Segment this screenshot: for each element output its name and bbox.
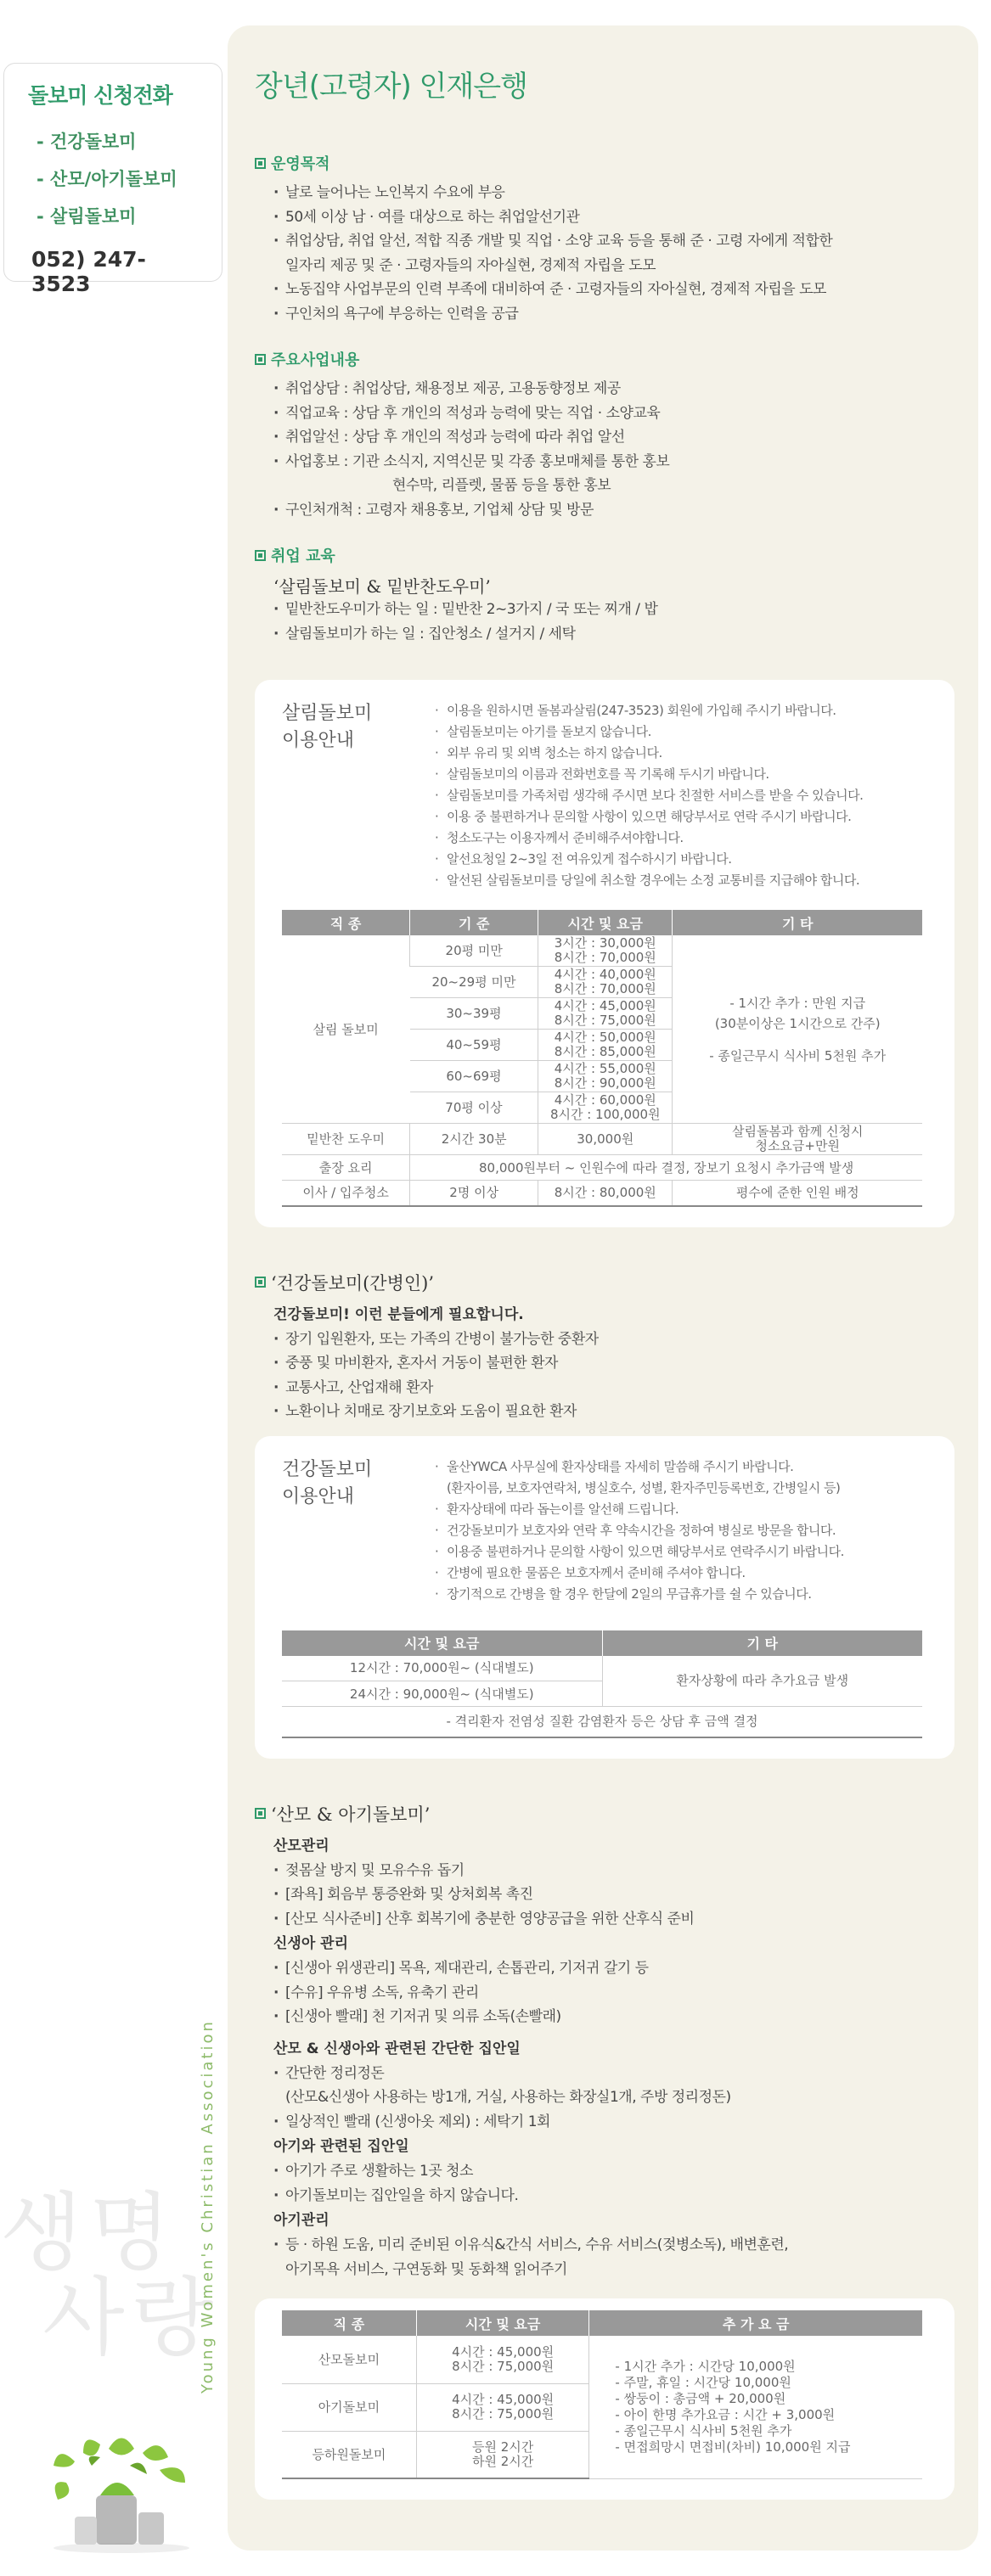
- table-cell: 4시간 : 50,000원 8시간 : 85,000원: [538, 1030, 673, 1061]
- table-header: 기 준: [410, 910, 538, 935]
- decoration-text-1: 생명: [0, 2183, 178, 2282]
- sanmo-fee-box: [255, 2298, 954, 2500]
- education-list: [273, 598, 954, 646]
- housework-list: [273, 2062, 954, 2135]
- list-item: · 살림돌보미를 가족처럼 생각해 주시면 보다 친절한 서비스를 받을 수 있습니다.: [435, 785, 922, 806]
- list-item: · [좌욕] 회음부 통증완화 및 상처회복 촉진: [273, 1883, 954, 1907]
- list-item: · 살림돌보미의 이름과 전화번호를 꼭 기록해 두시기 바랍니다.: [435, 764, 922, 785]
- table-cell: 4시간 : 45,000원 8시간 : 75,000원: [416, 2383, 589, 2431]
- table-row: [282, 935, 922, 967]
- table-cell: 8시간 : 80,000원: [538, 1181, 673, 1206]
- list-item: · 교통사고, 산업재해 환자: [273, 1376, 954, 1400]
- table-cell: 밑반찬 도우미: [282, 1124, 410, 1155]
- square-bullet-icon: [255, 158, 266, 169]
- table-header: 직 종: [282, 910, 410, 935]
- table-cell: 아기돌보미: [282, 2383, 416, 2431]
- list-item: · 직업교육 : 상담 후 개인의 적성과 능력에 맞는 직업 · 소양교육: [273, 401, 954, 426]
- decoration-vertical-text: Young Women's Christian Association: [199, 2019, 217, 2394]
- list-item: · 살림돌보미가 하는 일 : 집안청소 / 설거지 / 세탁: [273, 622, 954, 647]
- list-item: · 취업알선 : 상담 후 개인의 적성과 능력에 따라 취업 알선: [273, 425, 954, 450]
- table-cell: 살림 돌보미: [282, 935, 410, 1124]
- table-header: 추 가 요 금: [589, 2310, 922, 2336]
- education-quote: ‘살림돌보미 & 밑반찬도우미’: [273, 576, 491, 597]
- list-item: · 날로 늘어나는 노인복지 수요에 부응: [273, 181, 954, 205]
- list-item: · 취업상담, 취업 알선, 적합 직종 개발 및 직업 · 소양 교육 등을 통해 준 · 고령 자에게 적합한: [273, 229, 954, 254]
- plant-pots-image: [49, 2427, 194, 2555]
- table-row: [282, 1155, 922, 1181]
- list-item: · 외부 유리 및 외벽 청소는 하지 않습니다.: [435, 743, 922, 764]
- table-cell: 80,000원부터 ~ 인원수에 따라 결정, 장보기 요청시 추가금액 발생: [410, 1155, 922, 1181]
- purpose-list: [273, 181, 954, 326]
- list-item: · [신생아 위생관리] 목욕, 제대관리, 손톱관리, 기저귀 갈기 등: [273, 1956, 954, 1981]
- list-item: · 건강돌보미가 보호자와 연락 후 약속시간을 정하여 병실로 방문을 합니다.: [435, 1520, 922, 1541]
- list-item: · 알선된 살림돌보미를 당일에 취소할 경우에는 소정 교통비를 지급해야 합니다.: [435, 870, 922, 891]
- list-item: · 이용을 원하시면 돌봄과살림(247-3523) 회원에 가입해 주시기 바랍니다.: [435, 700, 922, 721]
- salim-fee-table: [282, 910, 922, 1207]
- table-cell: 이사 / 입주청소: [282, 1181, 410, 1206]
- section-heading-health: ‘건강돌보미(간병인)’: [255, 1270, 954, 1295]
- sidebar-title: 돌보미 신청전화: [28, 83, 172, 108]
- content-panel: [228, 25, 978, 2551]
- list-item: · 등 · 하원 도움, 미리 준비된 이유식&간식 서비스, 수유 서비스(젖병소독), 배변훈련,: [273, 2233, 954, 2258]
- table-cell: 60~69평: [410, 1061, 538, 1092]
- list-item: · 이용 중 불편하거나 문의할 사항이 있으면 해당부서로 연락 주시기 바랍니다.: [435, 806, 922, 828]
- list-item: · 노동집약 사업부문의 인력 부족에 대비하여 준 · 고령자들의 자아실현, 경제적 자립을 도모: [273, 278, 954, 302]
- table-cell: 20~29평 미만: [410, 967, 538, 998]
- table-cell: 등하원돌보미: [282, 2431, 416, 2478]
- table-header: 기 타: [602, 1630, 922, 1656]
- list-item: · 중풍 및 마비환자, 혼자서 거동이 불편한 환자: [273, 1351, 954, 1376]
- table-cell: 평수에 준한 인원 배정: [673, 1181, 922, 1206]
- table-cell: 30~39평: [410, 998, 538, 1030]
- table-header: 시간 및 요금: [282, 1630, 602, 1656]
- table-header: 기 타: [673, 910, 922, 935]
- sidebar-item-salim[interactable]: - 살림돌보미: [37, 206, 137, 227]
- list-item: · [신생아 빨래] 천 기저귀 및 의류 소독(손빨래): [273, 2005, 954, 2029]
- health-subheading: 건강돌보미! 이런 분들에게 필요합니다.: [273, 1305, 524, 1323]
- group-title: 아기와 관련된 집안일: [273, 2138, 409, 2155]
- list-item: · 알선요청일 2~3일 전 여유있게 접수하시기 바랍니다.: [435, 849, 922, 870]
- table-row: [282, 1656, 922, 1681]
- list-item: 현수막, 리플렛, 물품 등을 통한 홍보: [392, 477, 611, 494]
- table-cell: - 격리환자 전염성 질환 감염환자 등은 상담 후 금액 결정: [282, 1707, 922, 1737]
- business-list: [273, 377, 954, 522]
- health-fee-table: [282, 1630, 922, 1738]
- list-item: · 환자상태에 따라 돕는이를 알선해 드립니다.: [435, 1499, 922, 1520]
- sidebar-item-sanmo[interactable]: - 산모/아기돌보미: [37, 169, 177, 189]
- table-cell: - 1시간 추가 : 만원 지급 (30분이상은 1시간으로 간주) - 종일근무시 식사비 5천원 추가: [673, 935, 922, 1124]
- list-item: · [수유] 우유병 소독, 유축기 관리: [273, 1981, 954, 2006]
- table-header: 직 종: [282, 2310, 416, 2336]
- table-row: [282, 1707, 922, 1737]
- list-item: · 밑반찬도우미가 하는 일 : 밑반찬 2~3가지 / 국 또는 찌개 / 밥: [273, 598, 954, 622]
- table-cell: 2명 이상: [410, 1181, 538, 1206]
- list-item: · 이용중 불편하거나 문의할 사항이 있으면 해당부서로 연락주시기 바랍니다.: [435, 1541, 922, 1563]
- list-item: (산모&신생아 사용하는 방1개, 거실, 사용하는 화장실1개, 주방 정리정돈): [285, 2089, 731, 2106]
- list-item: · [산모 식사준비] 산후 회복기에 충분한 영양공급을 위한 산후식 준비: [273, 1907, 954, 1932]
- table-cell: 4시간 : 40,000원 8시간 : 70,000원: [538, 967, 673, 998]
- table-cell: 4시간 : 60,000원 8시간 : 100,000원: [538, 1092, 673, 1124]
- list-item: · 장기적으로 간병을 할 경우 한달에 2일의 무급휴가를 쉴 수 있습니다.: [435, 1584, 922, 1605]
- sidebar: [3, 63, 222, 296]
- list-item: · 노환이나 치매로 장기보호와 도움이 필요한 환자: [273, 1400, 954, 1424]
- list-item: · 구인처개척 : 고령자 채용홍보, 기업체 상담 및 방문: [273, 498, 954, 523]
- list-item: · 사업홍보 : 기관 소식지, 지역신문 및 각종 홍보매체를 통한 홍보: [273, 450, 954, 474]
- sidebar-item-health[interactable]: - 건강돌보미: [37, 132, 137, 152]
- table-cell: 산모돌보미: [282, 2336, 416, 2383]
- page-title: 장년(고령자) 인재은행: [255, 70, 527, 104]
- group-title: 산모 & 신생아와 관련된 간단한 집안일: [273, 2040, 521, 2057]
- table-cell: 환자상황에 따라 추가요금 발생: [602, 1656, 922, 1707]
- list-item: · 간단한 정리정돈: [273, 2062, 954, 2086]
- group-title: 산모관리: [273, 1837, 329, 1855]
- table-row: [282, 1124, 922, 1155]
- table-row: [282, 1181, 922, 1206]
- list-item: (환자이름, 보호자연락처, 병실호수, 성별, 환자주민등록번호, 간병일시 등): [447, 1479, 841, 1496]
- table-cell: 3시간 : 30,000원 8시간 : 70,000원: [538, 935, 673, 967]
- notes-list: [435, 700, 922, 891]
- newborn-care-list: [273, 1956, 954, 2029]
- table-cell: 출장 요리: [282, 1155, 410, 1181]
- group-title: 아기관리: [273, 2212, 329, 2229]
- table-cell: 30,000원: [538, 1124, 673, 1155]
- box-label: 건강돌보미 이용안내: [282, 1458, 373, 1507]
- list-item: · 50세 이상 남 · 여를 대상으로 하는 취업알선기관: [273, 205, 954, 230]
- table-cell: 20평 미만: [410, 935, 538, 967]
- table-cell: - 1시간 추가 : 시간당 10,000원 - 주말, 휴일 : 시간당 10,000원 - 쌍둥이 : 총금액 + 20,000원 - 아이 한명 추가요금 : 시간 + 3,000원 - 종일근무시 식사비 5천원 추가 - 면접희망시 면접비(차비) 10,000원 지급: [589, 2336, 922, 2478]
- table-cell: 40~59평: [410, 1030, 538, 1061]
- health-info-box: [255, 1436, 954, 1759]
- list-item: · 젖몸살 방지 및 모유수유 돕기: [273, 1859, 954, 1883]
- list-item: · 장기 입원환자, 또는 가족의 간병이 불가능한 중환자: [273, 1327, 954, 1352]
- salim-info-box: [255, 680, 954, 1227]
- box-label: 살림돌보미 이용안내: [282, 703, 373, 751]
- section-heading-sanmo: ‘산모 & 아기돌보미’: [255, 1801, 954, 1827]
- list-item: · 간병에 필요한 물품은 보호자께서 준비해 주셔야 합니다.: [435, 1563, 922, 1584]
- list-item: · 일상적인 빨래 (신생아옷 제외) : 세탁기 1회: [273, 2110, 954, 2135]
- table-cell: 4시간 : 55,000원 8시간 : 90,000원: [538, 1061, 673, 1092]
- table-cell: 등원 2시간 하원 2시간: [416, 2431, 589, 2478]
- table-row: [282, 2336, 922, 2383]
- list-item: · 취업상담 : 취업상담, 채용정보 제공, 고용동향정보 제공: [273, 377, 954, 401]
- notes-list: [435, 1456, 922, 1605]
- square-bullet-icon: [255, 354, 266, 365]
- list-item: 일자리 제공 및 준 · 고령자들의 자아실현, 경제적 자립을 도모: [285, 256, 656, 274]
- section-heading-purpose: 운영목적: [255, 152, 954, 174]
- sidebar-phone: 052) 247-3523: [31, 247, 146, 296]
- baby-housework-list: [273, 2159, 954, 2208]
- section-heading-education: 취업 교육: [255, 544, 954, 566]
- section-heading-business: 주요사업내용: [255, 348, 954, 370]
- table-cell: 4시간 : 45,000원 8시간 : 75,000원: [416, 2336, 589, 2383]
- table-cell: 24시간 : 90,000원~ (식대별도): [282, 1681, 602, 1707]
- table-cell: 70평 이상: [410, 1092, 538, 1124]
- list-item: · 구인처의 욕구에 부응하는 인력을 공급: [273, 302, 954, 327]
- square-bullet-icon: [255, 550, 266, 561]
- list-item: · 살림돌보미는 아기를 돌보지 않습니다.: [435, 721, 922, 743]
- table-cell: 살림돌봄과 함께 신청시 청소요금+만원: [673, 1124, 922, 1155]
- list-item: 아기목욕 서비스, 구연동화 및 동화책 읽어주기: [285, 2260, 567, 2278]
- list-item: · 아기가 주로 생활하는 1곳 청소: [273, 2159, 954, 2184]
- group-title: 신생아 관리: [273, 1935, 349, 1952]
- table-cell: 2시간 30분: [410, 1124, 538, 1155]
- list-item: · 청소도구는 이용자께서 준비해주셔야합니다.: [435, 828, 922, 849]
- table-cell: 12시간 : 70,000원~ (식대별도): [282, 1656, 602, 1681]
- decoration-text-2: 사랑: [42, 2268, 221, 2367]
- table-header: 시간 및 요금: [416, 2310, 589, 2336]
- sanmo-fee-table: [282, 2310, 922, 2479]
- square-bullet-icon: [255, 1277, 266, 1288]
- table-cell: 4시간 : 45,000원 8시간 : 75,000원: [538, 998, 673, 1030]
- list-item: · 아기돌보미는 집안일을 하지 않습니다.: [273, 2184, 954, 2208]
- baby-care-list: [273, 2233, 954, 2281]
- sanmo-care-list: [273, 1859, 954, 1932]
- health-list: [273, 1327, 954, 1424]
- table-header: 시간 및 요금: [538, 910, 673, 935]
- list-item: · 울산YWCA 사무실에 환자상태를 자세히 말씀해 주시기 바랍니다.: [435, 1456, 922, 1478]
- square-bullet-icon: [255, 1808, 266, 1819]
